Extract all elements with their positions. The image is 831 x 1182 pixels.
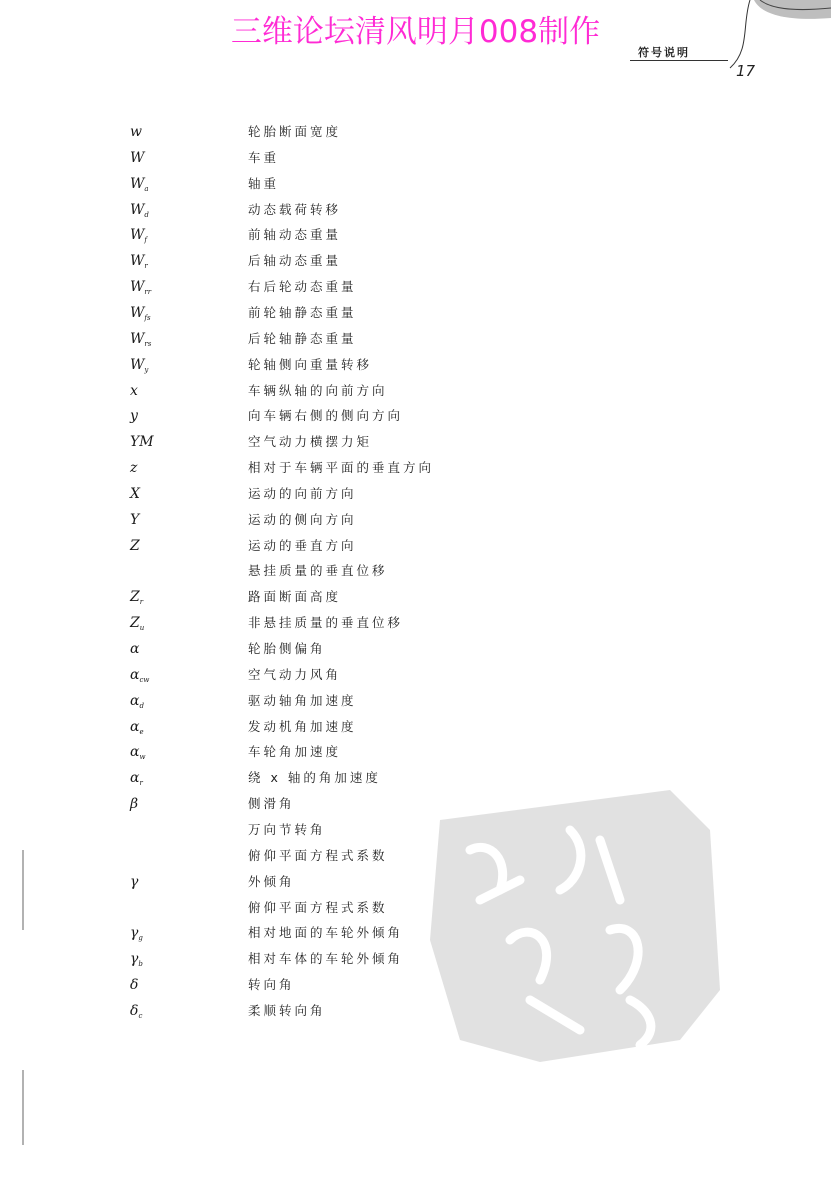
symbol (130, 303, 151, 328)
symbol-description: 车辆纵轴的向前方向 (248, 382, 388, 398)
symbol-row (0, 148, 700, 174)
symbol (130, 251, 148, 276)
symbol (130, 484, 140, 504)
symbol-row (0, 406, 700, 432)
symbol-row (0, 303, 700, 329)
symbol-base: δ (130, 977, 139, 994)
symbol-description: 轴重 (248, 175, 280, 191)
symbol (130, 277, 151, 302)
symbol-description: 发动机角加速度 (248, 718, 357, 734)
symbol (130, 691, 144, 716)
symbol-description: 轮胎断面宽度 (248, 124, 342, 139)
symbol-base: W (130, 201, 145, 218)
symbol-base: α (130, 770, 140, 787)
symbol (130, 432, 154, 452)
symbol-row (0, 122, 700, 148)
symbol (130, 536, 140, 556)
symbol-description: 俯仰平面方程式系数 (248, 847, 388, 863)
corner-decoration (720, 0, 831, 70)
symbol (130, 174, 149, 199)
symbol-description: 路面断面高度 (248, 589, 342, 605)
symbol-subscript: e (139, 727, 144, 736)
symbol (130, 742, 145, 767)
symbol-row (0, 536, 700, 562)
symbol (130, 923, 143, 948)
symbol-subscript: r (139, 779, 143, 788)
symbol-description: 右后轮动态重量 (248, 279, 357, 295)
symbol-description: 前轴动态重量 (248, 227, 342, 243)
symbol-row (0, 613, 700, 639)
symbol-description: 运动的侧向方向 (248, 511, 357, 527)
header-rule (630, 60, 728, 61)
symbol-subscript: y (144, 365, 149, 374)
symbol-base: w (130, 124, 142, 140)
symbol-row (0, 587, 700, 613)
symbol (130, 665, 149, 690)
symbol-row (0, 381, 700, 407)
symbol-row (0, 742, 700, 768)
symbol-description: 柔顺转向角 (248, 1002, 326, 1018)
symbol-subscript: g (138, 934, 143, 943)
symbol-description: 运动的垂直方向 (248, 537, 357, 553)
symbol-subscript: f (144, 236, 147, 245)
symbol-description: 转向角 (248, 977, 295, 993)
symbol (130, 355, 148, 380)
symbol-row (0, 329, 700, 355)
symbol-description: 侧滑角 (248, 796, 295, 812)
symbol (130, 406, 138, 426)
page-number: 17 (736, 62, 756, 80)
symbol-base: W (130, 175, 145, 192)
symbol (130, 329, 151, 354)
symbol-subscript: r (139, 598, 144, 607)
symbol-subscript: b (138, 960, 143, 969)
symbol-description: 非悬挂质量的垂直位移 (248, 615, 404, 631)
symbol-base: Z (130, 589, 140, 606)
symbol-description: 空气动力风角 (248, 666, 342, 682)
symbol-row (0, 458, 700, 484)
symbol-subscript: w (139, 753, 146, 762)
section-title: 符号说明 (638, 46, 690, 59)
symbol-description: 后轮轴静态重量 (248, 330, 357, 346)
symbol (130, 872, 138, 892)
symbol-base: W (130, 149, 145, 166)
symbol-base: W (130, 227, 145, 244)
symbol-base: α (130, 641, 140, 657)
symbol (130, 613, 144, 638)
symbol (130, 768, 143, 793)
symbol (130, 1001, 142, 1026)
symbol-base: δ (130, 1002, 139, 1019)
margin-lines (20, 850, 32, 1150)
symbol (130, 949, 143, 974)
symbol-row (0, 561, 700, 587)
symbol-subscript: d (144, 210, 149, 219)
symbol-base: W (130, 304, 145, 321)
symbol-base: α (130, 692, 140, 709)
symbol-description: 空气动力横摆力矩 (248, 434, 373, 450)
symbol-description: 向车辆右侧的侧向方向 (248, 408, 404, 424)
symbol-description: 动态载荷转移 (248, 201, 342, 217)
symbol-row (0, 432, 700, 458)
symbol-subscript: a (144, 184, 149, 193)
symbol (130, 510, 139, 530)
symbol-row (0, 251, 700, 277)
symbol-description: 后轴动态重量 (248, 253, 342, 269)
symbol-base: Z (130, 537, 140, 554)
symbol (130, 587, 143, 612)
symbol-row (0, 691, 700, 717)
symbol-row (0, 355, 700, 381)
symbol (130, 148, 144, 168)
symbol-base: x (130, 382, 138, 399)
symbol-base: W (130, 330, 145, 347)
symbol (130, 639, 139, 659)
symbol-base: z (130, 460, 138, 477)
symbol-subscript: r (144, 262, 148, 271)
symbol-description: 轮轴侧向重量转移 (248, 356, 373, 372)
symbol-base: γ (130, 951, 139, 968)
symbol-subscript: rs (144, 339, 152, 348)
symbol-description: 俯仰平面方程式系数 (248, 899, 388, 915)
symbol-row (0, 200, 700, 226)
symbol-row (0, 717, 700, 743)
symbol-description: 相对车体的车轮外倾角 (248, 951, 404, 967)
symbol-description: 万向节转角 (248, 821, 326, 837)
symbol-row (0, 639, 700, 665)
symbol-subscript: c (138, 1011, 143, 1020)
symbol-base: γ (130, 925, 139, 942)
symbol-description: 驱动轴角加速度 (248, 692, 357, 708)
symbol (130, 975, 138, 995)
symbol-base: β (130, 796, 139, 813)
symbol-base: α (130, 718, 140, 735)
symbol (130, 200, 149, 225)
symbol-base: α (130, 744, 140, 761)
symbol-base: W (130, 279, 145, 296)
symbol (130, 717, 144, 742)
symbol-subscript: rr (144, 288, 152, 297)
symbol (130, 381, 138, 401)
symbol-description: 相对地面的车轮外倾角 (248, 925, 404, 941)
symbol-base: y (130, 408, 138, 425)
symbol-description: 轮胎侧偏角 (248, 641, 326, 656)
symbol-description: 悬挂质量的垂直位移 (248, 563, 388, 579)
symbol-base: X (130, 485, 140, 502)
symbol-base: Z (130, 615, 140, 632)
symbol-description: 前轮轴静态重量 (248, 304, 357, 320)
symbol-description: 绕 x 轴的角加速度 (248, 770, 381, 786)
symbol-base: Y (130, 511, 140, 528)
symbol-description: 相对于车辆平面的垂直方向 (248, 460, 435, 476)
watermark-title: 三维论坛清风明月008制作 (230, 14, 601, 50)
symbol-row (0, 484, 700, 510)
symbol-subscript: u (139, 624, 145, 633)
symbol-row (0, 665, 700, 691)
symbol-row (0, 277, 700, 303)
symbol-base: α (130, 666, 140, 683)
symbol-description: 车重 (248, 149, 280, 165)
symbol (130, 225, 147, 250)
symbol-description: 外倾角 (248, 873, 295, 889)
symbol-description: 运动的向前方向 (248, 485, 357, 501)
symbol-base: W (130, 253, 145, 270)
symbol (130, 794, 138, 814)
symbol-subscript: d (139, 701, 144, 710)
symbol (130, 122, 142, 142)
symbol-subscript: fs (144, 313, 151, 322)
symbol-row (0, 225, 700, 251)
symbol-description: 车轮角加速度 (248, 744, 342, 760)
symbol-row (0, 174, 700, 200)
symbol (130, 458, 137, 478)
symbol-base: γ (130, 873, 139, 890)
symbol-base: W (130, 356, 145, 373)
seal-stamp (420, 790, 720, 1065)
symbol-base: YM (130, 434, 154, 451)
symbol-row (0, 510, 700, 536)
symbol-subscript: cw (139, 675, 150, 684)
